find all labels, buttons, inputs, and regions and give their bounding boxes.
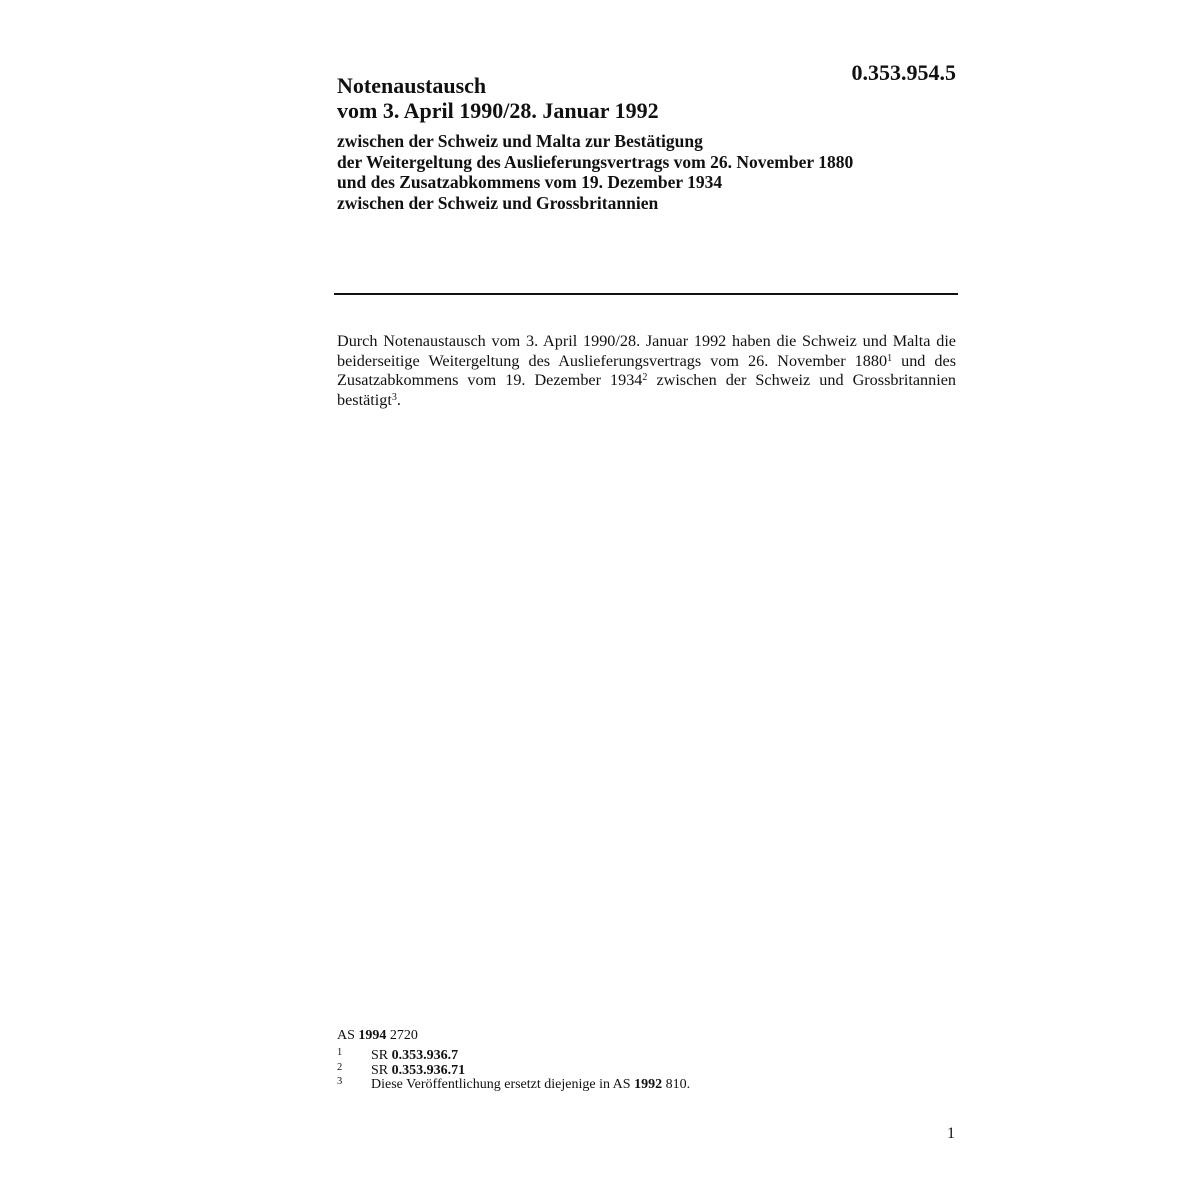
title-line-1: Notenaustausch — [337, 73, 487, 98]
footnote-ref[interactable]: 0.353.936.7 — [391, 1048, 459, 1063]
subtitle-line-4: zwischen der Schweiz und Grossbritannien — [337, 192, 659, 213]
footnote-2 — [337, 1061, 957, 1079]
footnote-number: 3 — [337, 1076, 343, 1087]
footnote-prefix: SR — [371, 1048, 392, 1063]
as-prefix: AS — [337, 1028, 359, 1043]
as-year: 1994 — [358, 1028, 387, 1043]
body-text-part-1: Durch Notenaustausch vom 3. April 1990/28. Januar 1992 haben die Schweiz und Malta die beiderseitige Weitergeltung des Auslieferungsvertrags vom 26. November 1880 — [337, 332, 956, 370]
as-reference — [337, 1027, 957, 1044]
subtitle-line-2: der Weitergeltung des Auslieferungsvertrags vom 26. November 1880 — [337, 151, 854, 172]
body-text-part-4: . — [396, 390, 401, 409]
footnote-ref-1[interactable]: 1 — [887, 352, 893, 364]
subtitle-line-3: und des Zusatzabkommens vom 19. Dezember 1934 — [337, 172, 723, 192]
footnote-prefix: SR — [371, 1062, 392, 1078]
sr-number: 0.353.954.5 — [851, 60, 956, 85]
footnote-ref[interactable]: 0.353.936.71 — [391, 1062, 466, 1078]
footnote-3 — [337, 1078, 957, 1093]
footnote-ref-3[interactable]: 3 — [391, 391, 397, 403]
horizontal-rule — [334, 293, 958, 295]
as-page: 2720 — [386, 1028, 418, 1043]
footnote-1 — [337, 1049, 957, 1064]
footnote-text — [371, 1078, 690, 1093]
page-number: 1 — [947, 1125, 955, 1142]
footnote-suffix: 810. — [662, 1077, 691, 1092]
title-line-2: vom 3. April 1990/28. Januar 1992 — [337, 98, 659, 123]
footnote-number: 1 — [337, 1047, 343, 1058]
subtitle-line-1: zwischen der Schweiz und Malta zur Bestätigung — [337, 131, 703, 151]
footnote-prefix: Diese Veröffentlichung ersetzt diejenige in AS — [371, 1077, 635, 1092]
body-text-part-2: und des Zusatzabkommens vom 19. Dezember 1934 — [337, 351, 957, 389]
footnotes-section — [337, 1027, 957, 1093]
footnote-ref-2[interactable]: 2 — [642, 372, 648, 383]
body-text-part-3: zwischen der Schweiz und Grossbritannien bestätigt — [337, 371, 956, 409]
document-title — [337, 73, 937, 123]
footnote-number: 2 — [337, 1061, 343, 1073]
footnote-text — [371, 1064, 465, 1079]
footnote-ref[interactable]: 1992 — [634, 1077, 663, 1092]
body-paragraph — [337, 332, 956, 410]
document-subtitle — [337, 131, 959, 213]
footnote-text — [371, 1049, 458, 1064]
